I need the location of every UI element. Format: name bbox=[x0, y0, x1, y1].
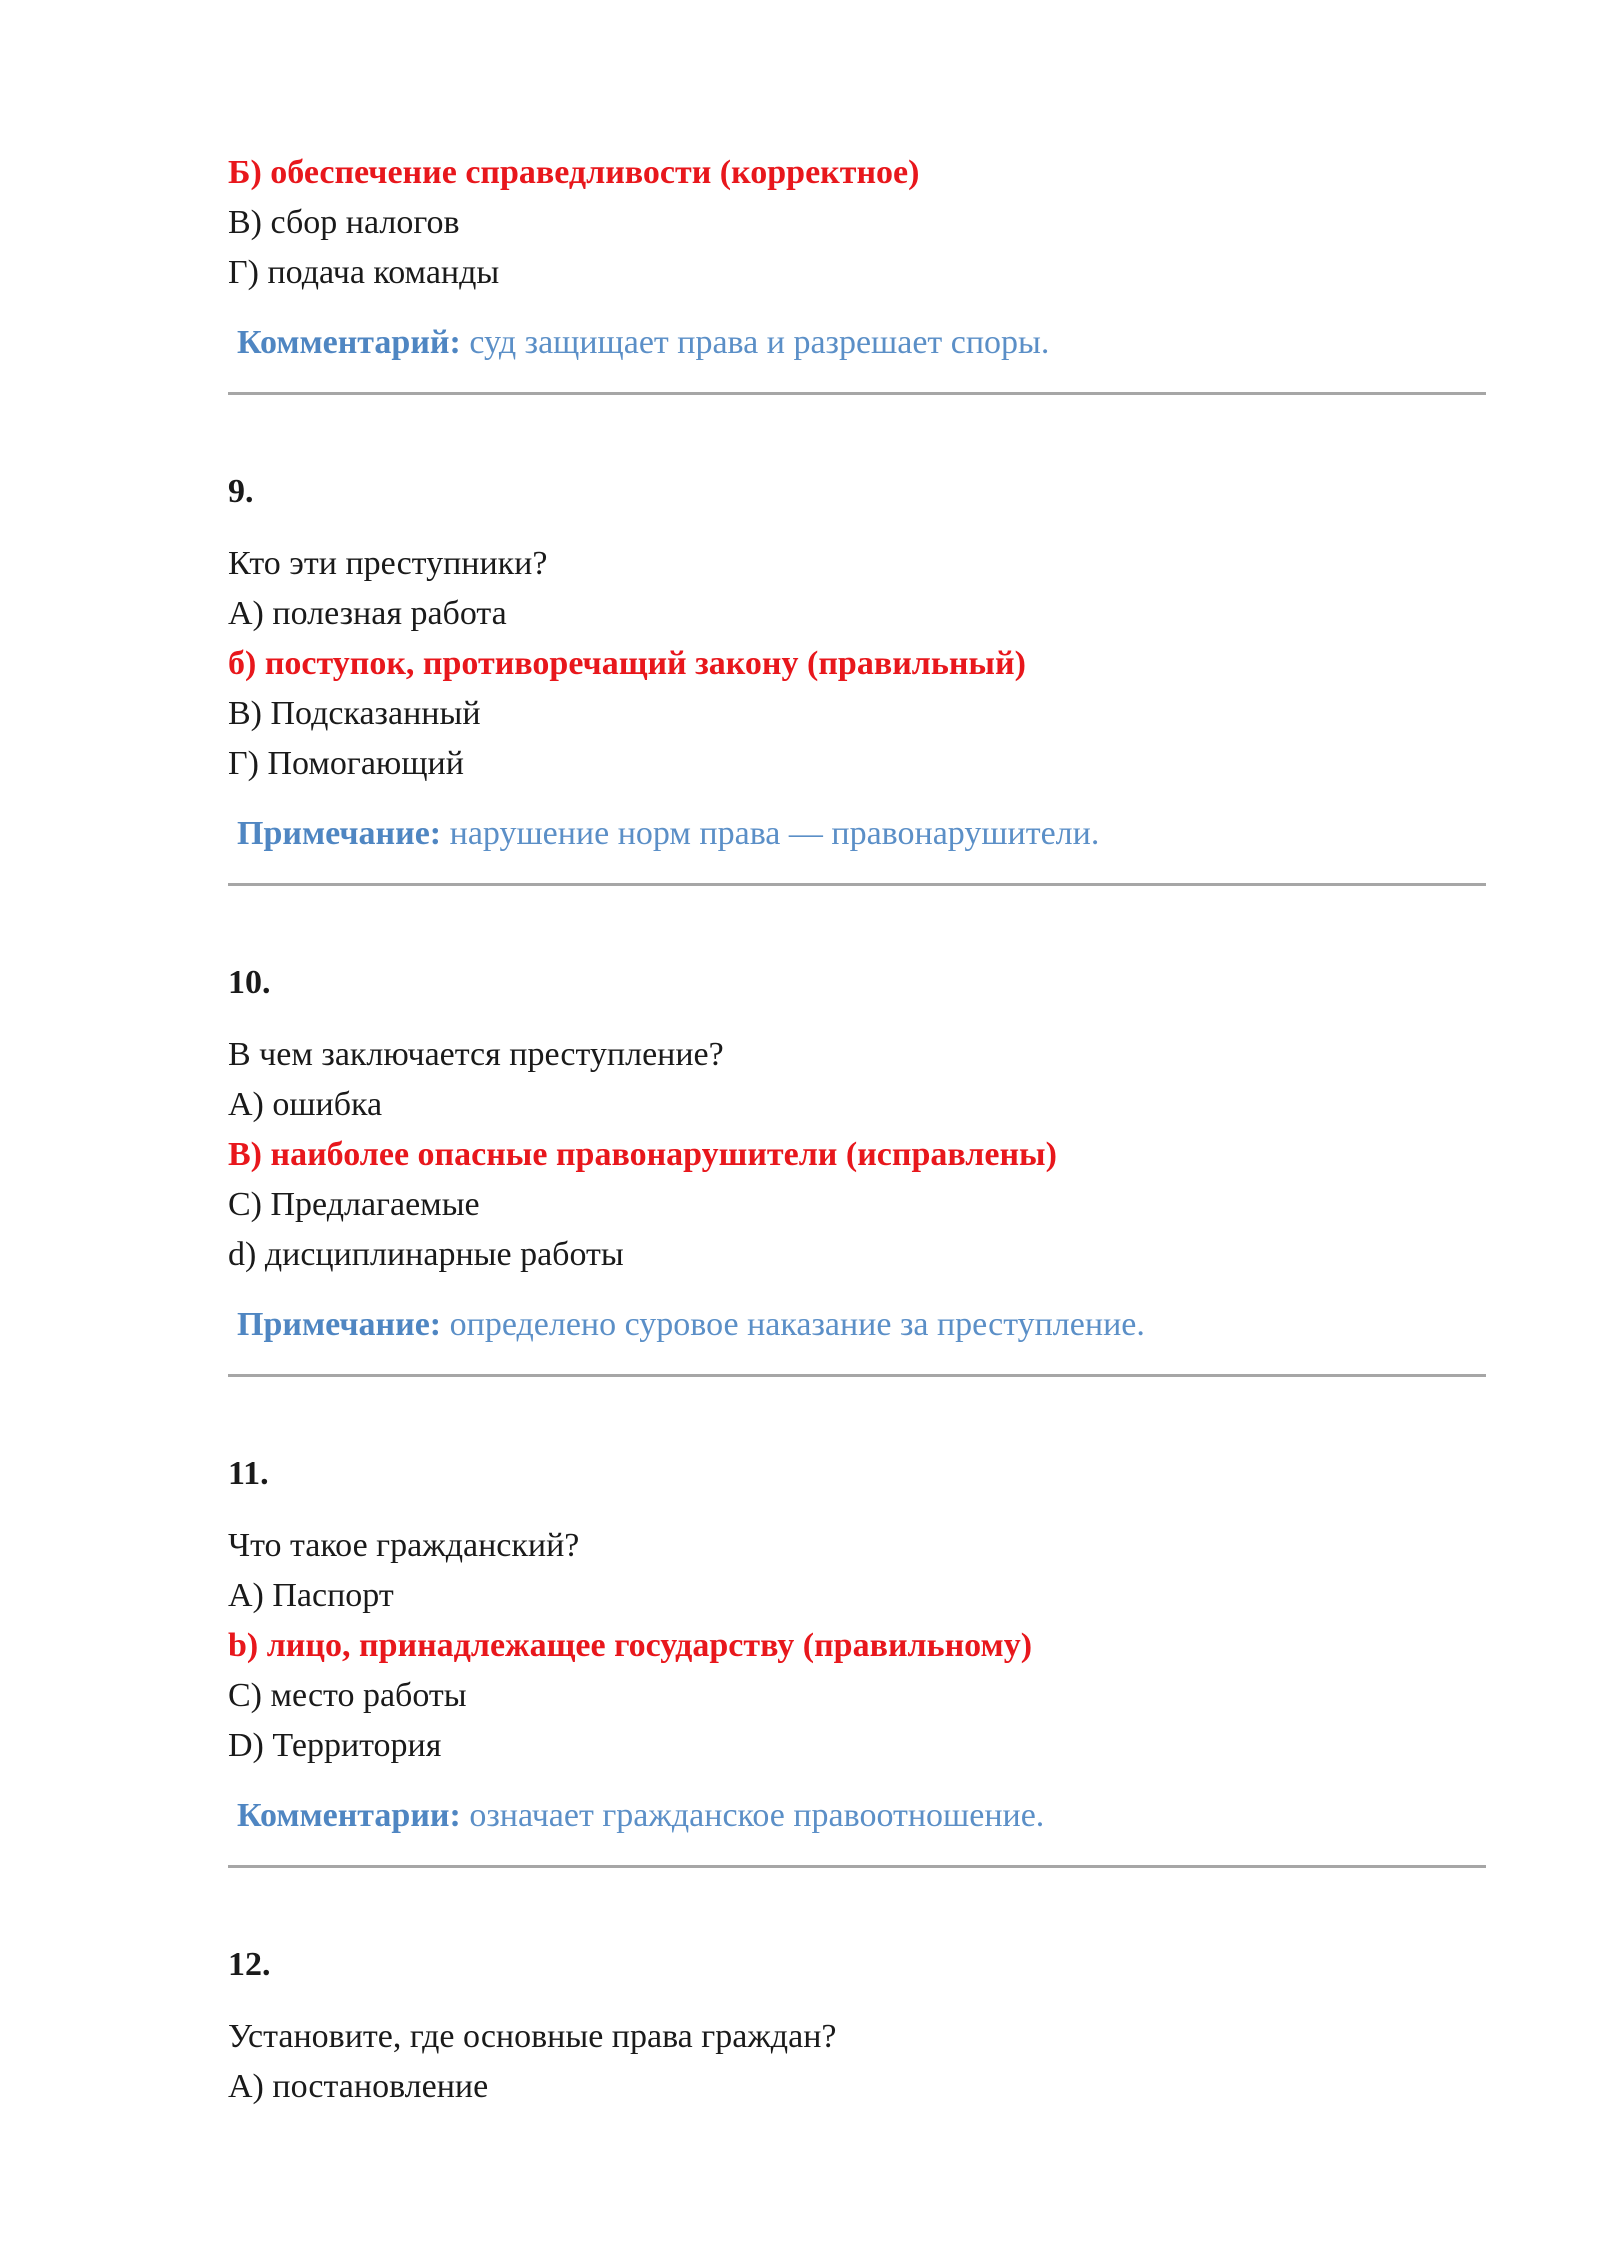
divider bbox=[228, 883, 1486, 886]
option-v: В) сбор налогов bbox=[228, 204, 460, 241]
comment bbox=[228, 318, 1486, 368]
option-b-correct: Б) обеспечение справедливости (корректное) bbox=[228, 154, 920, 191]
question-9 bbox=[228, 467, 1486, 886]
comment-label: Примечание: bbox=[237, 815, 442, 852]
option-a: А) постановление bbox=[228, 2068, 489, 2105]
divider bbox=[228, 392, 1486, 395]
option-g: Г) подача команды bbox=[228, 254, 500, 291]
comment-label: Примечание: bbox=[237, 1306, 442, 1343]
divider bbox=[228, 1865, 1486, 1868]
question-11 bbox=[228, 1449, 1486, 1868]
question-text: В чем заключается преступление? bbox=[228, 1036, 724, 1073]
question-text: Кто эти преступники? bbox=[228, 545, 548, 582]
option-d: D) Территория bbox=[228, 1727, 442, 1764]
document-page bbox=[228, 148, 1486, 2112]
question-number: 10. bbox=[228, 964, 271, 1001]
option-a: А) Паспорт bbox=[228, 1577, 394, 1614]
comment-label: Комментарий: bbox=[237, 324, 461, 361]
option-d: d) дисциплинарные работы bbox=[228, 1236, 624, 1273]
comment-text: определено суровое наказание за преступление. bbox=[441, 1306, 1145, 1343]
divider bbox=[228, 1374, 1486, 1377]
comment bbox=[228, 1300, 1486, 1350]
question-number: 9. bbox=[228, 473, 254, 510]
option-b-correct: b) лицо, принадлежащее государству (правильному) bbox=[228, 1627, 1033, 1664]
option-b-correct: б) поступок, противоречащий закону (правильный) bbox=[228, 645, 1026, 682]
option-b-correct: В) наиболее опасные правонарушители (исправлены) bbox=[228, 1136, 1057, 1173]
comment-text: нарушение норм права — правонарушители. bbox=[441, 815, 1100, 852]
option-a: А) ошибка bbox=[228, 1086, 383, 1123]
comment-label: Комментарии: bbox=[237, 1797, 461, 1834]
question-number: 11. bbox=[228, 1455, 269, 1492]
option-c: С) место работы bbox=[228, 1677, 467, 1714]
question-10 bbox=[228, 958, 1486, 1377]
question-text: Установите, где основные права граждан? bbox=[228, 2018, 837, 2055]
option-c: С) Предлагаемые bbox=[228, 1186, 480, 1223]
option-a: А) полезная работа bbox=[228, 595, 507, 632]
option-v: В) Подсказанный bbox=[228, 695, 481, 732]
question-8-tail bbox=[228, 148, 1486, 395]
option-g: Г) Помогающий bbox=[228, 745, 464, 782]
question-number: 12. bbox=[228, 1946, 271, 1983]
comment-text: суд защищает права и разрешает споры. bbox=[460, 324, 1050, 361]
question-12 bbox=[228, 1940, 1486, 2112]
comment bbox=[228, 809, 1486, 859]
comment-text: означает гражданское правоотношение. bbox=[460, 1797, 1045, 1834]
comment bbox=[228, 1791, 1486, 1841]
question-text: Что такое гражданский? bbox=[228, 1527, 580, 1564]
